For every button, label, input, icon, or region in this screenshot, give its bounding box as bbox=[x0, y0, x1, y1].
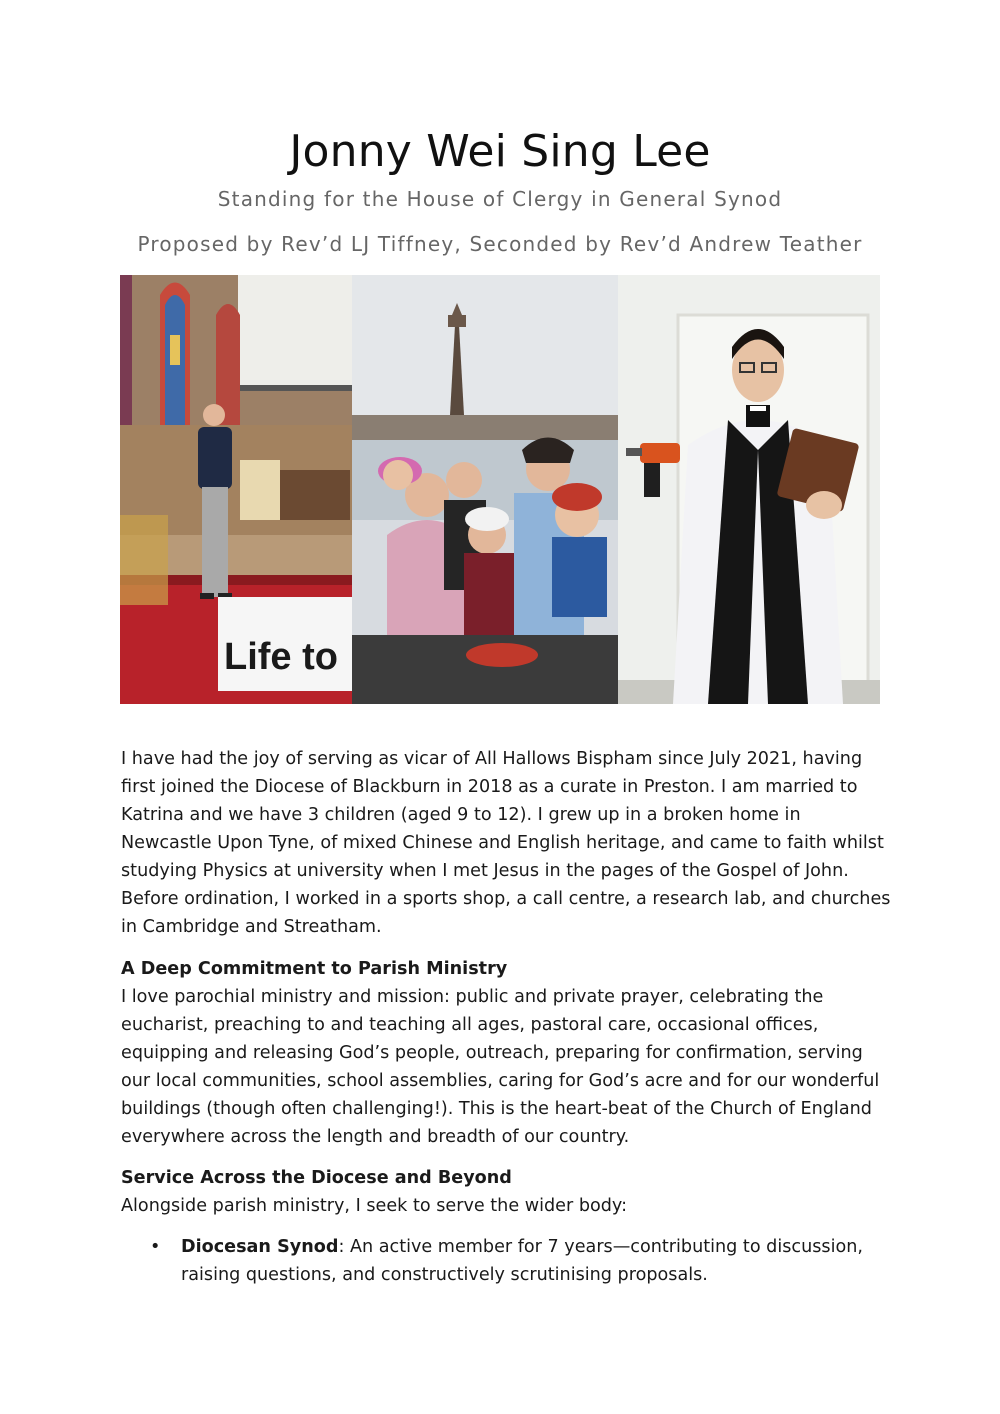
photo-vicar-drill bbox=[618, 275, 880, 704]
photo-church-preaching bbox=[120, 275, 352, 704]
sign-text: Life to bbox=[224, 636, 338, 678]
photo-family-blackpool bbox=[352, 275, 618, 704]
service-heading: Service Across the Diocese and Beyond bbox=[121, 1168, 512, 1188]
bullet-text: : An active member for 7 years—contributing to discussion, raising questions, and constructively scrutinising proposals. bbox=[181, 1237, 863, 1285]
candidacy-subtitle: Standing for the House of Clergy in General Synod bbox=[217, 187, 783, 211]
parish-ministry-paragraph: I love parochial ministry and mission: public and private prayer, celebrating the eucharist, preaching to and teaching all ages, pastoral care, occasional offices, equipping and releasing God’s people, outreach, preparing for confirmation, serving our local communities, school assemblies, caring for God’s acre and for our wonderful buildings (though often challenging!). This is the heart-beat of the Church of England everywhere across the length and breadth of our country. bbox=[121, 987, 880, 1147]
bullet-term: Diocesan Synod bbox=[181, 1237, 339, 1257]
list-item-diocesan-synod bbox=[181, 1233, 881, 1289]
candidate-name: Jonny Wei Sing Lee bbox=[289, 126, 711, 177]
parish-ministry-heading: A Deep Commitment to Parish Ministry bbox=[121, 959, 508, 979]
proposers-line: Proposed by Rev’d LJ Tiffney, Seconded by Rev’d Andrew Teather bbox=[137, 232, 863, 256]
service-paragraph: Alongside parish ministry, I seek to serve the wider body: bbox=[121, 1196, 627, 1216]
bullet-marker: • bbox=[150, 1237, 161, 1257]
intro-paragraph: I have had the joy of serving as vicar of All Hallows Bispham since July 2021, having first joined the Diocese of Blackburn in 2018 as a curate in Preston. I am married to Katrina and we have 3 children (aged 9 to 12). I grew up in a broken home in Newcastle Upon Tyne, of mixed Chinese and English heritage, and came to faith whilst studying Physics at university when I met Jesus in the pages of the Gospel of John. Before ordination, I worked in a sports shop, a call centre, a research lab, and churches in Cambridge and Streatham. bbox=[121, 749, 891, 937]
photo-collage bbox=[120, 275, 880, 704]
